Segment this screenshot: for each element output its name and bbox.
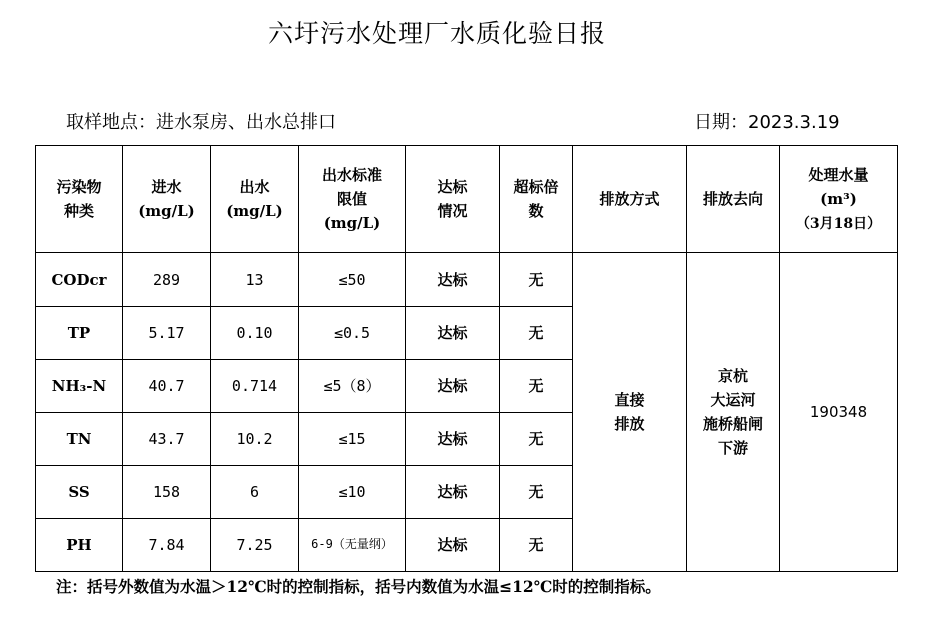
header-outflow: 出水 (mg/L) <box>211 146 299 253</box>
header-row <box>36 146 898 253</box>
compliance-status: 达标 <box>406 413 500 466</box>
sampling-location: 取样地点：进水泵房、出水总排口 <box>66 112 336 133</box>
pollutant-name: SS <box>36 466 123 519</box>
exceed-value: 无 <box>500 307 573 360</box>
exceed-value: 无 <box>500 519 573 572</box>
footnote: 注：括号外数值为水温＞12℃时的控制指标，括号内数值为水温≤12℃时的控制指标。 <box>56 577 661 596</box>
compliance-status: 达标 <box>406 253 500 307</box>
compliance-status: 达标 <box>406 307 500 360</box>
discharge-destination: 京杭 大运河 施桥船闸 下游 <box>687 253 780 572</box>
treatment-volume: 190348 <box>780 253 898 572</box>
header-exceed: 超标倍 数 <box>500 146 573 253</box>
compliance-status: 达标 <box>406 360 500 413</box>
inflow-value: 158 <box>123 466 211 519</box>
header-volume: 处理水量 (m³) （3月18日） <box>780 146 898 253</box>
inflow-value: 40.7 <box>123 360 211 413</box>
header-discharge-mode: 排放方式 <box>573 146 687 253</box>
outflow-value: 13 <box>211 253 299 307</box>
outflow-value: 0.10 <box>211 307 299 360</box>
table-row <box>36 253 898 307</box>
limit-value: ≤15 <box>299 413 406 466</box>
header-discharge-dest: 排放去向 <box>687 146 780 253</box>
pollutant-name: TP <box>36 307 123 360</box>
outflow-value: 7.25 <box>211 519 299 572</box>
pollutant-name: TN <box>36 413 123 466</box>
compliance-status: 达标 <box>406 466 500 519</box>
header-limit: 出水标准 限值 (mg/L) <box>299 146 406 253</box>
limit-value: 6-9（无量纲） <box>299 519 406 572</box>
limit-value: ≤10 <box>299 466 406 519</box>
report-date: 日期：2023.3.19 <box>694 112 840 133</box>
pollutant-name: NH₃-N <box>36 360 123 413</box>
water-quality-table <box>35 145 898 572</box>
exceed-value: 无 <box>500 466 573 519</box>
limit-value: ≤5（8） <box>299 360 406 413</box>
pollutant-name: PH <box>36 519 123 572</box>
compliance-status: 达标 <box>406 519 500 572</box>
header-compliance: 达标 情况 <box>406 146 500 253</box>
header-inflow: 进水 (mg/L) <box>123 146 211 253</box>
outflow-value: 0.714 <box>211 360 299 413</box>
report-title: 六圩污水处理厂水质化验日报 <box>267 19 606 48</box>
inflow-value: 289 <box>123 253 211 307</box>
outflow-value: 6 <box>211 466 299 519</box>
exceed-value: 无 <box>500 253 573 307</box>
limit-value: ≤0.5 <box>299 307 406 360</box>
inflow-value: 7.84 <box>123 519 211 572</box>
exceed-value: 无 <box>500 360 573 413</box>
limit-value: ≤50 <box>299 253 406 307</box>
outflow-value: 10.2 <box>211 413 299 466</box>
inflow-value: 5.17 <box>123 307 211 360</box>
exceed-value: 无 <box>500 413 573 466</box>
pollutant-name: CODcr <box>36 253 123 307</box>
inflow-value: 43.7 <box>123 413 211 466</box>
header-pollutant: 污染物 种类 <box>36 146 123 253</box>
discharge-mode: 直接 排放 <box>573 253 687 572</box>
